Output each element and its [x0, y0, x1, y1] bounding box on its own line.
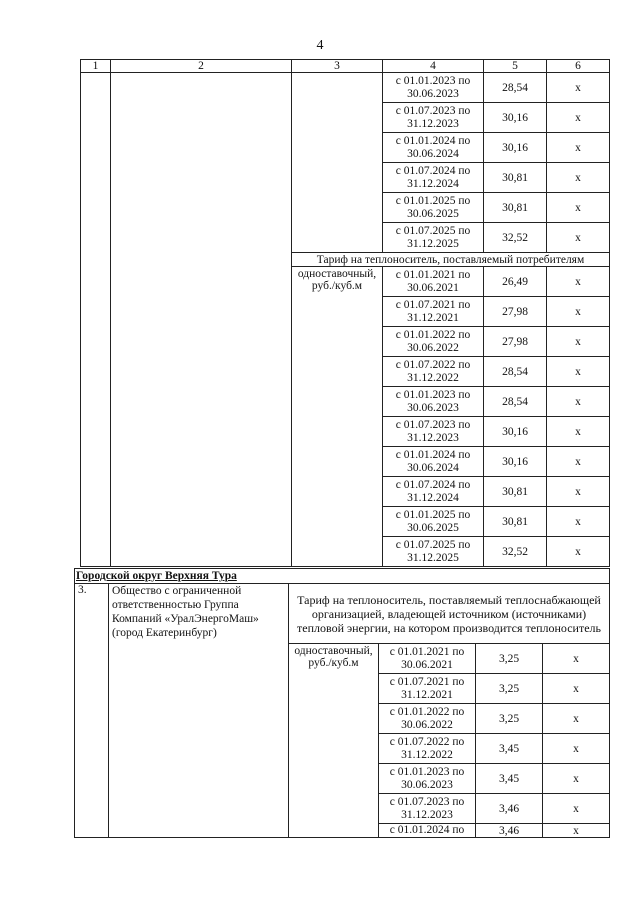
column-number-row — [81, 60, 610, 73]
period-cell: с 01.01.2022 по 30.06.2022 — [379, 704, 476, 734]
mark-cell: x — [547, 357, 610, 387]
period-cell: с 01.07.2024 по 31.12.2024 — [383, 163, 484, 193]
period-cell: с 01.07.2023 по 31.12.2023 — [383, 417, 484, 447]
period-cell: с 01.01.2021 по 30.06.2021 — [383, 267, 484, 297]
mark-cell: x — [543, 674, 610, 704]
period-cell: с 01.01.2023 по 30.06.2023 — [383, 387, 484, 417]
mark-cell: x — [547, 163, 610, 193]
tariff-value-cell: 30,81 — [484, 193, 547, 223]
period-cell: с 01.07.2025 по 31.12.2025 — [383, 223, 484, 253]
unit-cell: одноставочный, руб./куб.м — [292, 267, 383, 567]
mark-cell: x — [547, 73, 610, 103]
tariff-value-cell: 30,81 — [484, 507, 547, 537]
mark-cell: x — [547, 447, 610, 477]
period-cell: с 01.01.2024 по — [379, 824, 476, 838]
period-cell: с 01.01.2023 по 30.06.2023 — [383, 73, 484, 103]
period-cell: с 01.01.2023 по 30.06.2023 — [379, 764, 476, 794]
tariff-heading: Тариф на теплоноситель, поставляемый потребителям — [292, 253, 610, 267]
tariff-value-cell: 3,46 — [476, 824, 543, 838]
tariff-value-cell: 3,45 — [476, 734, 543, 764]
mark-cell: x — [547, 387, 610, 417]
tariff-table-upper — [80, 59, 610, 567]
period-cell: с 01.01.2024 по 30.06.2024 — [383, 447, 484, 477]
tariff-value-cell: 27,98 — [484, 327, 547, 357]
column-number: 6 — [547, 60, 610, 73]
page-number: 4 — [316, 38, 324, 53]
mark-cell: x — [547, 297, 610, 327]
tariff-value-cell: 3,25 — [476, 674, 543, 704]
organization-cell: Общество с ограниченной ответственностью Группа Компаний «УралЭнергоМаш» (город Екатеринбург) — [109, 584, 289, 838]
period-cell: с 01.07.2021 по 31.12.2021 — [383, 297, 484, 327]
mark-cell: x — [547, 193, 610, 223]
period-cell: с 01.07.2023 по 31.12.2023 — [379, 794, 476, 824]
tariff-value-cell: 32,52 — [484, 223, 547, 253]
tariff-value-cell: 26,49 — [484, 267, 547, 297]
tariff-value-cell: 3,45 — [476, 764, 543, 794]
period-cell: с 01.01.2021 по 30.06.2021 — [379, 644, 476, 674]
mark-cell: x — [543, 704, 610, 734]
mark-cell: x — [547, 103, 610, 133]
mark-cell: x — [543, 824, 610, 838]
table-row — [75, 584, 610, 644]
mark-cell: x — [543, 734, 610, 764]
tariff-table-lower — [74, 568, 610, 838]
period-cell: с 01.07.2022 по 31.12.2022 — [379, 734, 476, 764]
mark-cell: x — [547, 327, 610, 357]
tariff-value-cell: 27,98 — [484, 297, 547, 327]
tariff-value-cell: 28,54 — [484, 357, 547, 387]
mark-cell: x — [547, 537, 610, 567]
unit-cell — [292, 73, 383, 253]
mark-cell: x — [543, 794, 610, 824]
column-number: 1 — [81, 60, 111, 73]
number-cell — [81, 73, 111, 567]
number-cell: 3. — [75, 584, 109, 838]
tariff-value-cell: 30,16 — [484, 103, 547, 133]
organization-cell — [111, 73, 292, 567]
tariff-value-cell: 28,54 — [484, 73, 547, 103]
tariff-value-cell: 28,54 — [484, 387, 547, 417]
tariff-value-cell: 30,16 — [484, 133, 547, 163]
mark-cell: x — [547, 477, 610, 507]
mark-cell: x — [547, 417, 610, 447]
column-number: 2 — [111, 60, 292, 73]
period-cell: с 01.01.2025 по 30.06.2025 — [383, 193, 484, 223]
period-cell: с 01.07.2025 по 31.12.2025 — [383, 537, 484, 567]
tariff-value-cell: 3,25 — [476, 644, 543, 674]
section-title: Городской округ Верхняя Тура — [75, 569, 610, 584]
tariff-value-cell: 30,16 — [484, 447, 547, 477]
mark-cell: x — [543, 644, 610, 674]
table-row — [81, 73, 610, 103]
mark-cell: x — [547, 133, 610, 163]
mark-cell: x — [543, 764, 610, 794]
mark-cell: x — [547, 507, 610, 537]
tariff-value-cell: 32,52 — [484, 537, 547, 567]
mark-cell: x — [547, 223, 610, 253]
column-number: 3 — [292, 60, 383, 73]
period-cell: с 01.01.2022 по 30.06.2022 — [383, 327, 484, 357]
column-number: 4 — [383, 60, 484, 73]
tariff-value-cell: 30,81 — [484, 163, 547, 193]
mark-cell: x — [547, 267, 610, 297]
period-cell: с 01.07.2022 по 31.12.2022 — [383, 357, 484, 387]
column-number: 5 — [484, 60, 547, 73]
unit-cell: одноставочный, руб./куб.м — [289, 644, 379, 838]
period-cell: с 01.01.2024 по 30.06.2024 — [383, 133, 484, 163]
period-cell: с 01.01.2025 по 30.06.2025 — [383, 507, 484, 537]
tariff-value-cell: 30,81 — [484, 477, 547, 507]
tariff-value-cell: 30,16 — [484, 417, 547, 447]
tariff-value-cell: 3,25 — [476, 704, 543, 734]
tariff-value-cell: 3,46 — [476, 794, 543, 824]
period-cell: с 01.07.2023 по 31.12.2023 — [383, 103, 484, 133]
period-cell: с 01.07.2021 по 31.12.2021 — [379, 674, 476, 704]
tariff-heading: Тариф на теплоноситель, поставляемый теплоснабжающей организацией, владеющей источником (источниками) тепловой энергии, на котором производится теплоноситель — [289, 584, 610, 644]
period-cell: с 01.07.2024 по 31.12.2024 — [383, 477, 484, 507]
